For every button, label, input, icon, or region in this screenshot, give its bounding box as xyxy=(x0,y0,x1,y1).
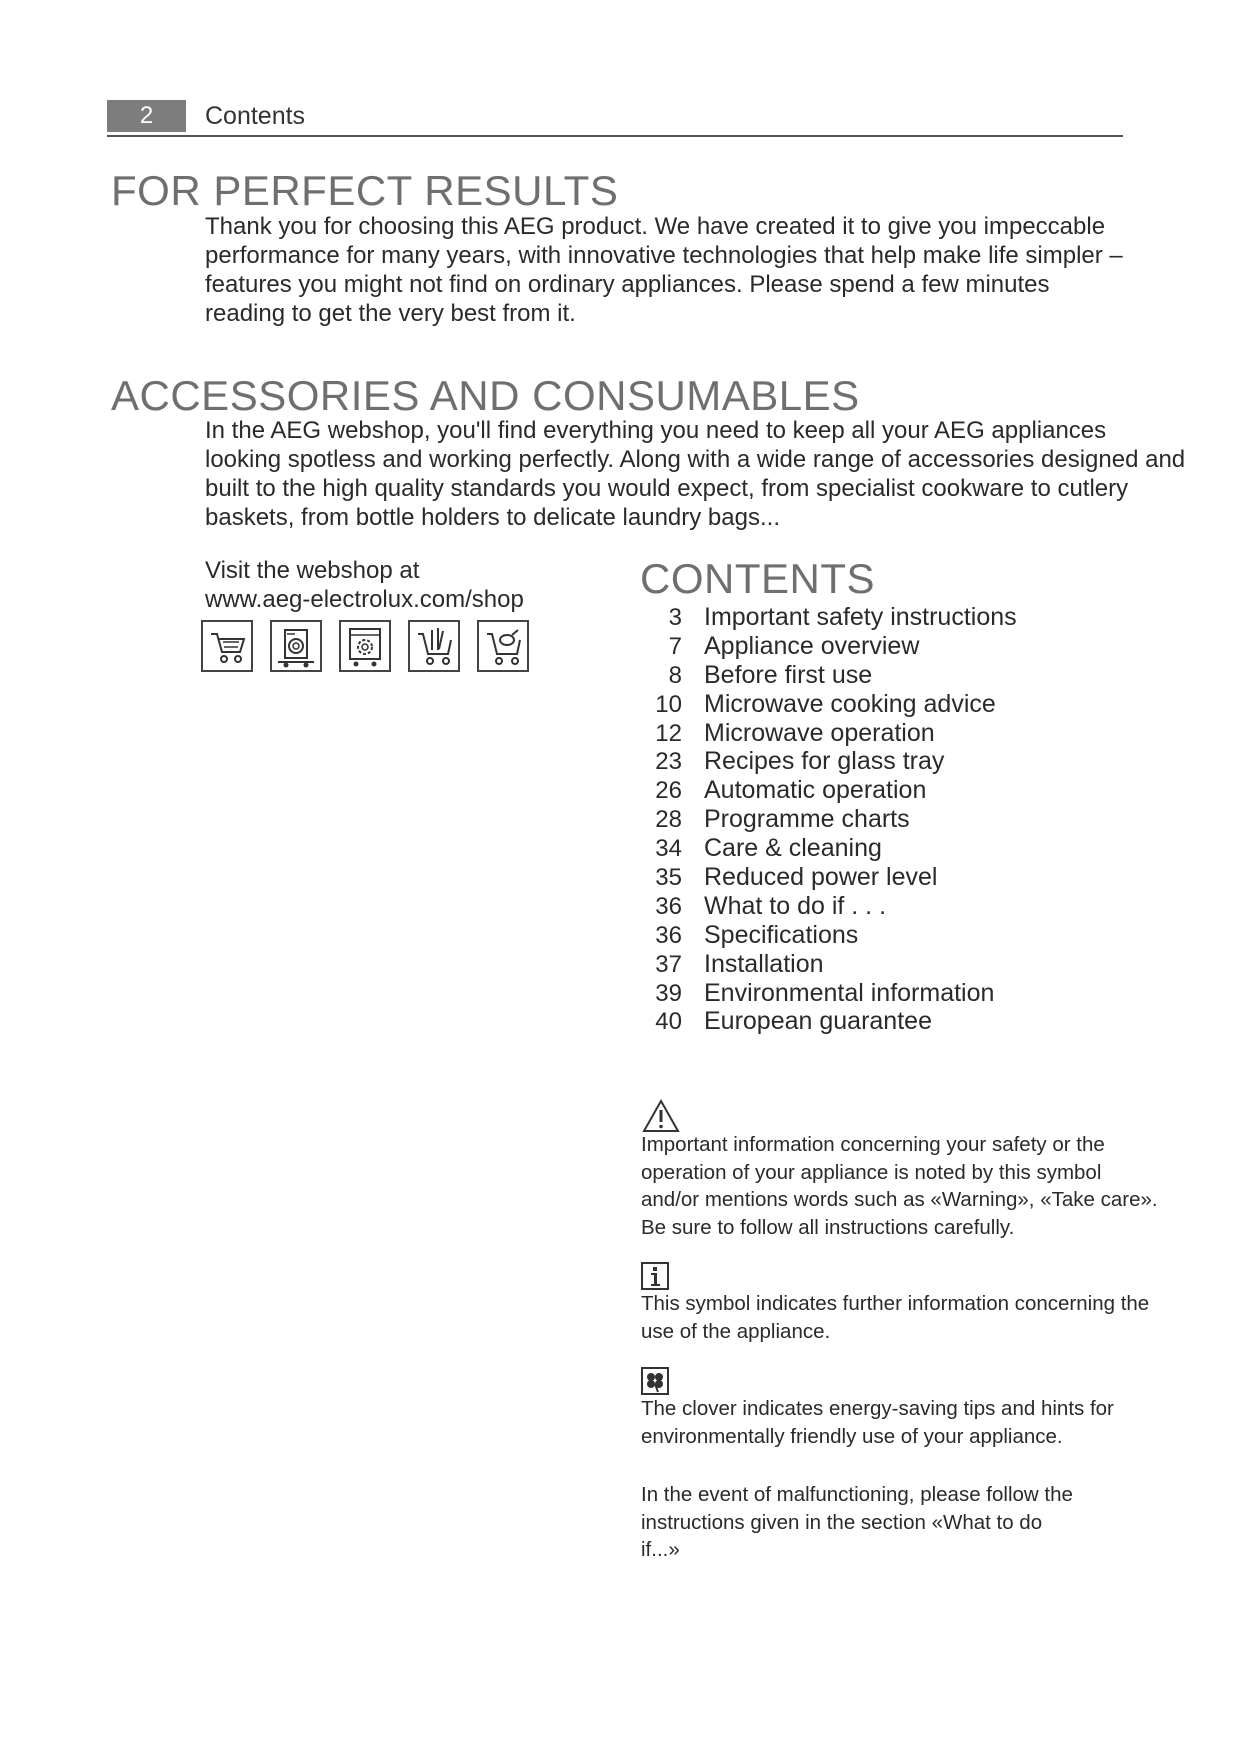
toc-page: 34 xyxy=(655,835,682,863)
washing-machine-cart-icon xyxy=(270,620,322,672)
toc-label: Care & cleaning xyxy=(704,834,882,863)
toc-entry[interactable] xyxy=(640,661,1200,690)
toc-page: 37 xyxy=(655,950,682,978)
clover-note xyxy=(641,1395,1201,1450)
toc-label: What to do if . . . xyxy=(704,891,887,920)
warning-line: and/or mentions words such as «Warning», «Take care». xyxy=(641,1188,1158,1211)
toc-label: Automatic operation xyxy=(704,776,927,805)
toc-label: Specifications xyxy=(704,920,859,949)
warning-note xyxy=(641,1131,1201,1241)
toc-entry[interactable] xyxy=(640,632,1200,661)
page-header xyxy=(107,100,1123,138)
contents-heading: CONTENTS xyxy=(640,555,875,602)
accessories-line: looking spotless and working perfectly. Along with a wide range of accessories designed and xyxy=(205,446,1186,473)
toc-page: 35 xyxy=(655,864,682,892)
cutlery-cart-icon xyxy=(408,620,460,672)
perfect-results-line: performance for many years, with innovative technologies that help make life simpler – xyxy=(205,242,1123,269)
accessories-heading: ACCESSORIES AND CONSUMABLES xyxy=(111,372,860,419)
toc-label: Microwave cooking advice xyxy=(704,689,996,718)
toc-entry[interactable] xyxy=(640,805,1200,834)
clover-line: environmentally friendly use of your appliance. xyxy=(641,1424,1063,1448)
header-divider xyxy=(107,135,1123,137)
webshop-visit xyxy=(205,556,585,614)
toc-page: 12 xyxy=(655,719,682,747)
accessories-line: baskets, from bottle holders to delicate laundry bags... xyxy=(205,504,780,531)
malfunction-line: In the event of malfunctioning, please follow the xyxy=(641,1483,1073,1506)
accessories-text xyxy=(205,416,1215,532)
warning-line: operation of your appliance is noted by this symbol xyxy=(641,1160,1102,1184)
info-line: use of the appliance. xyxy=(641,1319,831,1343)
toc-page: 36 xyxy=(655,892,682,920)
info-note xyxy=(641,1290,1201,1345)
cookware-cart-icon xyxy=(477,620,529,672)
toc-label: European guarantee xyxy=(704,1007,932,1036)
toc-entry[interactable] xyxy=(640,1007,1200,1036)
warning-line: Be sure to follow all instructions carefully. xyxy=(641,1215,1015,1239)
toc-label: Recipes for glass tray xyxy=(704,747,945,776)
shopping-cart-icon xyxy=(201,620,253,672)
warning-line: Important information concerning your safety or the xyxy=(641,1133,1105,1156)
toc-entry[interactable] xyxy=(640,950,1200,979)
webshop-icons xyxy=(201,620,541,678)
malfunction-line: if...» xyxy=(641,1538,680,1561)
toc-entry[interactable] xyxy=(640,892,1200,921)
toc-page: 3 xyxy=(668,604,682,631)
toc-label: Before first use xyxy=(704,660,873,689)
header-title: Contents xyxy=(205,102,306,130)
webshop-link[interactable]: www.aeg-electrolux.com/shop xyxy=(205,586,524,613)
malfunction-note xyxy=(641,1481,1201,1564)
toc-entry[interactable] xyxy=(640,979,1200,1008)
info-line: This symbol indicates further information concerning the xyxy=(641,1292,1150,1315)
perfect-results-line: reading to get the very best from it. xyxy=(205,300,576,327)
toc-page: 10 xyxy=(655,690,682,718)
perfect-results-text xyxy=(205,212,1205,328)
toc-entry[interactable] xyxy=(640,603,1200,632)
toc-entry[interactable] xyxy=(640,776,1200,805)
toc-entry[interactable] xyxy=(640,747,1200,776)
toc-entry[interactable] xyxy=(640,921,1200,950)
toc-label: Appliance overview xyxy=(704,631,920,660)
perfect-results-line: Thank you for choosing this AEG product. We have created it to give you impeccable xyxy=(205,213,1106,240)
toc-page: 28 xyxy=(655,806,682,834)
webshop-intro: Visit the webshop at xyxy=(205,557,420,584)
toc-page: 36 xyxy=(655,921,682,949)
malfunction-line: instructions given in the section «What to do xyxy=(641,1510,1043,1534)
accessories-line: built to the high quality standards you would expect, from specialist cookware to cutlery xyxy=(205,475,1129,502)
toc-entry[interactable] xyxy=(640,863,1200,892)
perfect-results-heading: FOR PERFECT RESULTS xyxy=(111,167,619,214)
toc-label: Environmental information xyxy=(704,978,995,1007)
accessories-line: In the AEG webshop, you'll find everything you need to keep all your AEG appliances xyxy=(205,417,1107,444)
toc-page: 40 xyxy=(655,1008,682,1036)
toc-label: Important safety instructions xyxy=(704,603,1017,631)
toc-label: Programme charts xyxy=(704,805,910,834)
toc-page: 23 xyxy=(655,748,682,776)
toc-page: 8 xyxy=(668,661,682,689)
toc-label: Microwave operation xyxy=(704,718,935,747)
toc-entry[interactable] xyxy=(640,834,1200,863)
toc-page: 39 xyxy=(655,979,682,1007)
toc-entry[interactable] xyxy=(640,719,1200,748)
dishwasher-cart-icon xyxy=(339,620,391,672)
toc-page: 26 xyxy=(655,777,682,805)
toc-label: Reduced power level xyxy=(704,863,938,892)
perfect-results-line: features you might not find on ordinary appliances. Please spend a few minutes xyxy=(205,271,1050,298)
page-number: 2 xyxy=(107,100,186,132)
table-of-contents xyxy=(640,603,1200,1036)
toc-label: Installation xyxy=(704,949,824,978)
toc-entry[interactable] xyxy=(640,690,1200,719)
clover-line: The clover indicates energy-saving tips and hints for xyxy=(641,1397,1114,1420)
toc-page: 7 xyxy=(668,632,682,660)
